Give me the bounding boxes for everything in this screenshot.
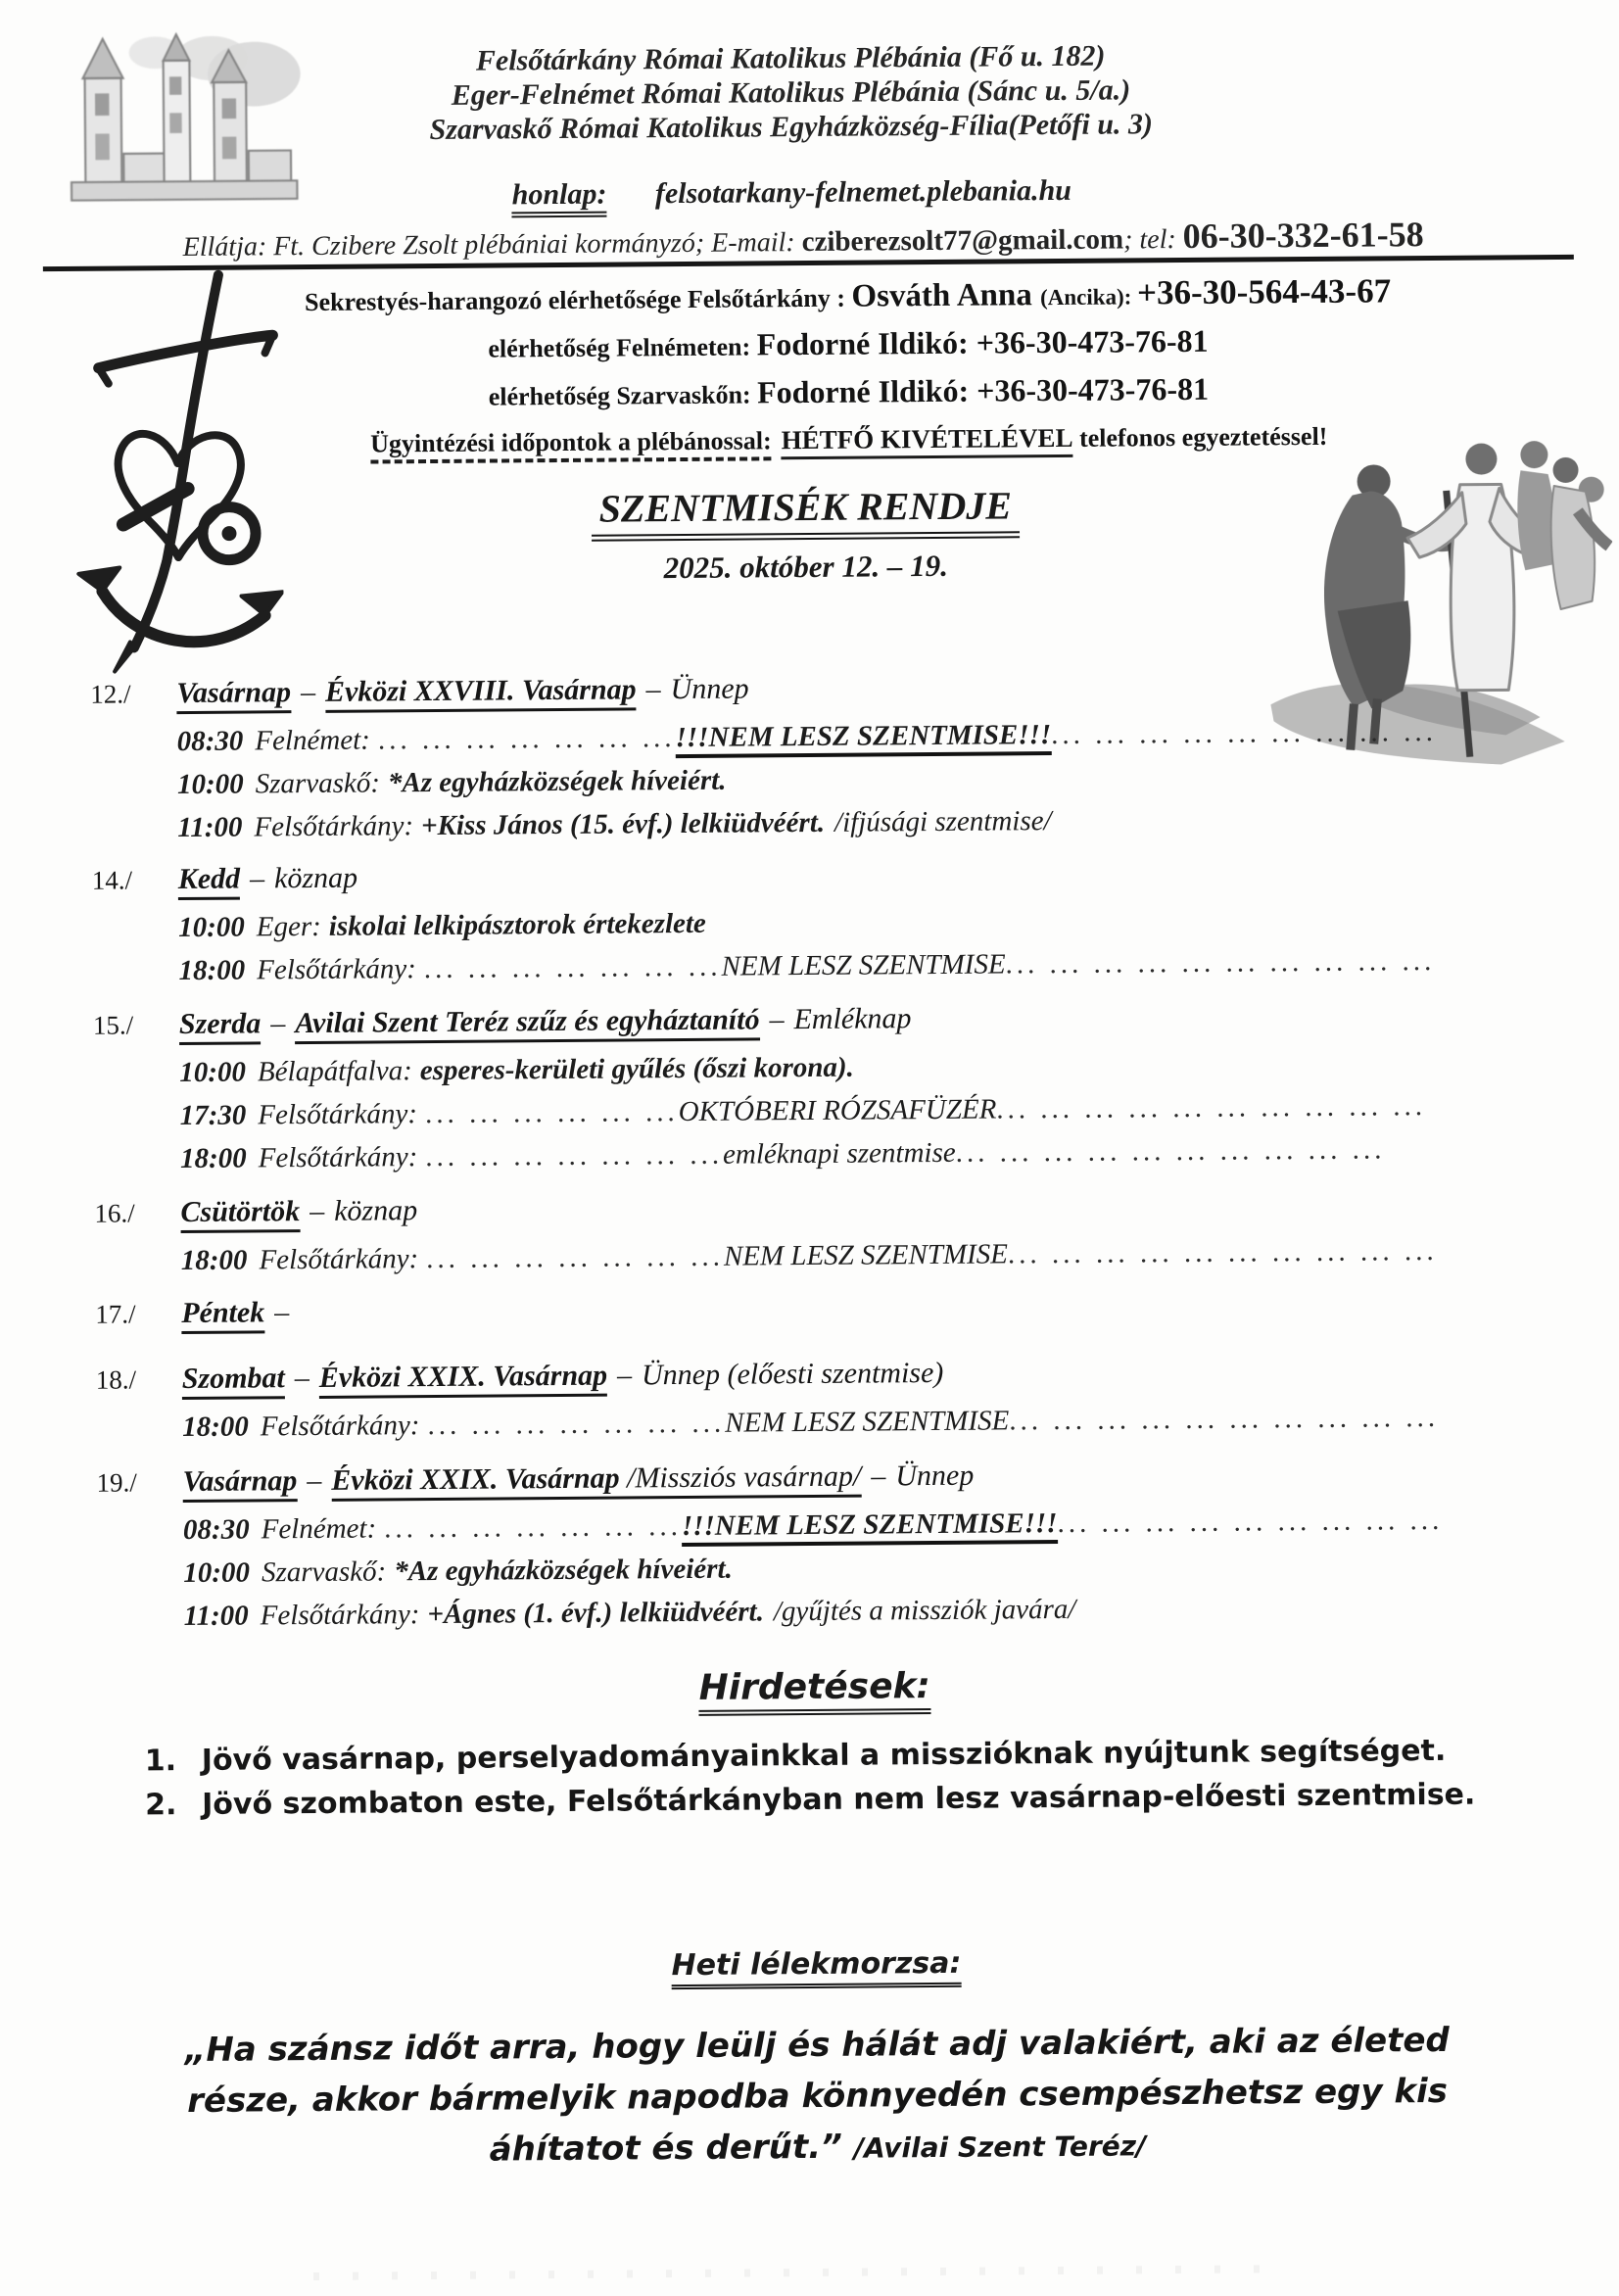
mass-event: emléknapi szentmise [723,1137,956,1171]
leader-dots: ... ... ... ... ... ... ... [378,722,676,755]
mass-place: Felnémet: [262,1512,377,1545]
sacristan-prefix: Sekrestyés-harangozó elérhetősége Felsőtárkány : [305,284,852,316]
schedule-day-18 [96,1349,1594,1450]
separator: – [295,1362,310,1394]
mass-time: 18:00 [181,1245,248,1277]
feast-name: Évközi XXVIII. Vasárnap [325,673,637,707]
separator: – [250,862,264,894]
mass-event-note: /gyűjtés a missziók javára/ [774,1594,1076,1627]
day-number: 18./ [96,1360,182,1400]
day-number: 15./ [93,1005,179,1045]
mass-event: esperes-kerületi gyűlés (őszi korona). [420,1052,854,1086]
feast-name: Évközi XXIX. Vasárnap [319,1360,608,1394]
mass-place: Felsőtárkány: [259,1243,418,1275]
parish-churches-image [61,31,307,210]
mass-event: *Az egyházközségek híveiért. [394,1554,733,1588]
parish-header [315,37,1266,148]
homepage-url: felsotarkany-felnemet.plebania.hu [655,174,1071,210]
mass-place: Felsőtárkány: [261,1599,420,1631]
announcement-item [145,1732,1619,1778]
mass-time: 10:00 [179,1057,246,1089]
pastor-phone: 06-30-332-61-58 [1183,215,1424,256]
mass-time: 18:00 [180,1143,247,1175]
schedule-date-range: 2025. október 12. – 19. [0,544,1615,592]
leader-dots: ... ... ... ... ... ... ... [425,1139,723,1172]
announcement-number: 2. [145,1788,202,1822]
announcement-number: 1. [145,1744,202,1778]
mass-event: +Kiss János (15. évf.) lelkiüdvéért. [421,807,825,841]
day-type: köznap [334,1194,417,1227]
mass-place: Felnémet: [255,725,370,757]
day-type: köznap [274,862,357,895]
mass-time: 18:00 [182,1411,249,1444]
mass-place: Szarvaskő: [256,767,381,799]
feast-note: /Missziós vasárnap/ [619,1460,861,1495]
mass-event: OKTÓBERI RÓZSAFÜZÉR [679,1094,997,1128]
mass-time: 08:30 [183,1514,250,1547]
mass-place: Bélapátfalva: [258,1055,412,1087]
day-name: Péntek [181,1296,264,1334]
pastor-tel-label: ; tel: [1123,224,1183,255]
separator: – [301,676,315,708]
day-number: 16./ [94,1193,180,1233]
leader-dots: ... ... ... ... ... ... ... ... ... ... [1009,1402,1439,1436]
separator: – [871,1459,885,1492]
leader-dots: ... ... ... ... ... ... ... ... ... ... [956,1133,1386,1168]
day-type: Ünnep (előesti szentmise) [642,1357,944,1391]
sacristan-nickname: (Ancika): [1040,284,1137,310]
day-heading [95,1283,1592,1341]
day-name: Csütörtök [180,1195,300,1233]
office-hours-suffix: telefonos egyeztetéssel! [1072,422,1327,453]
mass-event: +Ágnes (1. évf.) lelkiüdvéért. [427,1596,764,1630]
leader-dots: ... ... ... ... ... ... ... ... ... ... [1008,1235,1438,1269]
mass-place: Felsőtárkány: [257,953,416,985]
sacristan-name: Osváth Anna [851,277,1040,314]
feast [295,1003,760,1044]
schedule-day-12 [90,663,1588,850]
feast [319,1360,608,1399]
leader-dots: ... ... ... ... ... ... ... [424,951,722,984]
weekly-quote-section [150,1942,1484,2180]
quote-body: „Ha szánsz időt arra, hogy leülj és hálát adj valakiért, aki az életed része, akkor bármelyik napodba könnyedén csempészhetsz egy kis áhítatot és derűt.” [184,2021,1450,2170]
leader-dots: ... ... ... ... ... ... ... ... ... [1057,1505,1443,1539]
leader-dots: ... ... ... ... ... ... ... [426,1241,724,1274]
day-number: 19./ [96,1462,182,1503]
mass-schedule-title-block [0,478,1615,592]
day-type: Ünnep [895,1459,974,1493]
schedule-day-17 [95,1283,1592,1341]
felnemet-contact: Fodorné Ildikó: +36-30-473-76-81 [757,323,1209,362]
mass-place: Felsőtárkány: [259,1141,418,1173]
scan-artifact [313,2265,1276,2280]
anchor-cross-icon [71,266,284,685]
leader-dots: ... ... ... ... ... ... ... [384,1510,682,1544]
day-name: Vasárnap [176,676,291,714]
office-hours-exception: HÉTFŐ KIVÉTELÉVEL [782,423,1073,459]
szarvasko-label: elérhetőség Szarvaskőn: [489,380,758,410]
leader-dots: ... ... ... ... ... ... ... ... ... ... [996,1090,1426,1124]
sacristan-phone: +36-30-564-43-67 [1137,271,1391,311]
leader-dots: ... ... ... ... ... ... ... ... ... ... [1005,945,1435,980]
mass-time: 17:30 [180,1100,247,1132]
day-name: Szombat [182,1362,285,1400]
homepage-label: honlap: [512,178,607,218]
mass-event: !!!NEM LESZ SZENTMISE!!! [682,1507,1058,1547]
separator: – [307,1464,321,1497]
mass-place: Felsőtárkány: [261,1410,420,1442]
feast [331,1460,861,1502]
day-number: 14./ [92,860,178,900]
mass-place: Szarvaskő: [262,1555,387,1588]
mass-time: 10:00 [183,1557,250,1590]
separator: – [310,1195,324,1227]
feast-name: Avilai Szent Teréz szűz és egyháztanító [295,1003,759,1039]
announcements-list [6,1732,1619,1823]
day-name: Szerda [179,1007,262,1045]
mass-time: 10:00 [177,769,244,801]
cross-anchor-heart-image [71,266,284,685]
weekly-quote-title: Heti lélekmorzsa: [671,1946,961,1989]
leader-dots: ... ... ... ... ... ... ... [427,1408,725,1441]
schedule-day-19 [96,1452,1594,1639]
mass-event: !!!NEM LESZ SZENTMISE!!! [675,719,1051,758]
mass-place: Felsőtárkány: [258,1098,417,1130]
mass-time: 11:00 [184,1601,249,1633]
parish-line-2: Eger-Felnémet Római Katolikus Plébánia (Sánc u. 5/a.) [315,72,1265,114]
parish-line-3: Szarvaskő Római Katolikus Egyházközség-Fília(Petőfi u. 3) [316,106,1266,148]
separator: – [769,1003,784,1035]
schedule-day-16 [94,1182,1592,1283]
parish-line-1: Felsőtárkány Római Katolikus Plébánia (Fő u. 182) [315,37,1265,79]
mass-event-note: /ifjúsági szentmise/ [834,805,1052,838]
quote-attribution: /Avilai Szent Teréz/ [854,2129,1147,2164]
pastor-prefix: Ellátja: Ft. Czibere Zsolt plébániai kormányzó; E-mail: [183,227,802,263]
mass-time: 11:00 [177,812,242,844]
feast-name: Évközi XXIX. Vasárnap [331,1462,620,1497]
schedule-day-15 [93,994,1591,1181]
mass-place: Felsőtárkány: [254,810,413,842]
day-name: Kedd [178,863,241,900]
announcement-text: Jövő vasárnap, perselyadományainkkal a misszióknak nyújtunk segítséget. [202,1734,1447,1778]
feast [325,673,637,712]
homepage-line [316,172,1266,214]
separator: – [645,673,660,705]
pastor-email: cziberezsolt77@gmail.com [802,223,1124,258]
szarvasko-contact: Fodorné Ildikó: +36-30-473-76-81 [757,371,1209,410]
leader-dots: ... ... ... ... ... ... [425,1096,679,1129]
mass-place: Eger: [257,911,321,943]
schedule-day-14 [92,849,1590,993]
mass-event: NEM LESZ SZENTMISE [725,1405,1009,1438]
day-name: Vasárnap [182,1464,297,1503]
schedule-title: SZENTMISÉK RENDJE [591,482,1020,541]
day-type: Ünnep [670,672,748,705]
announcements-section [5,1660,1619,1833]
day-number: 17./ [95,1294,181,1334]
mass-event: NEM LESZ SZENTMISE [721,948,1005,981]
mass-event: NEM LESZ SZENTMISE [724,1238,1008,1271]
announcement-text: Jövő szombaton este, Felsőtárkányban nem lesz vasárnap-előesti szentmise. [202,1778,1475,1822]
day-type: Emléknap [793,1002,911,1035]
separator: – [270,1007,285,1039]
mass-time: 18:00 [178,955,245,987]
office-hours-label: Ügyintézési időpontok a plébánossal: [370,426,772,463]
church-sketch-icon [61,31,307,210]
leader-dots: ... ... ... ... ... ... ... ... ... [1051,716,1437,750]
day-number: 12./ [90,674,176,714]
separator: – [617,1359,632,1391]
announcement-item [145,1776,1619,1822]
mass-time: 08:30 [177,726,244,758]
separator: – [274,1296,289,1328]
weekly-quote-text [151,2015,1484,2180]
mass-event: *Az egyházközségek híveiért. [388,765,727,799]
felnemet-label: elérhetőség Felnémeten: [488,332,757,362]
announcements-title: Hirdetések: [698,1666,930,1716]
mass-event: iskolai lelkipásztorok értekezlete [329,908,706,942]
mass-time: 10:00 [178,912,245,944]
